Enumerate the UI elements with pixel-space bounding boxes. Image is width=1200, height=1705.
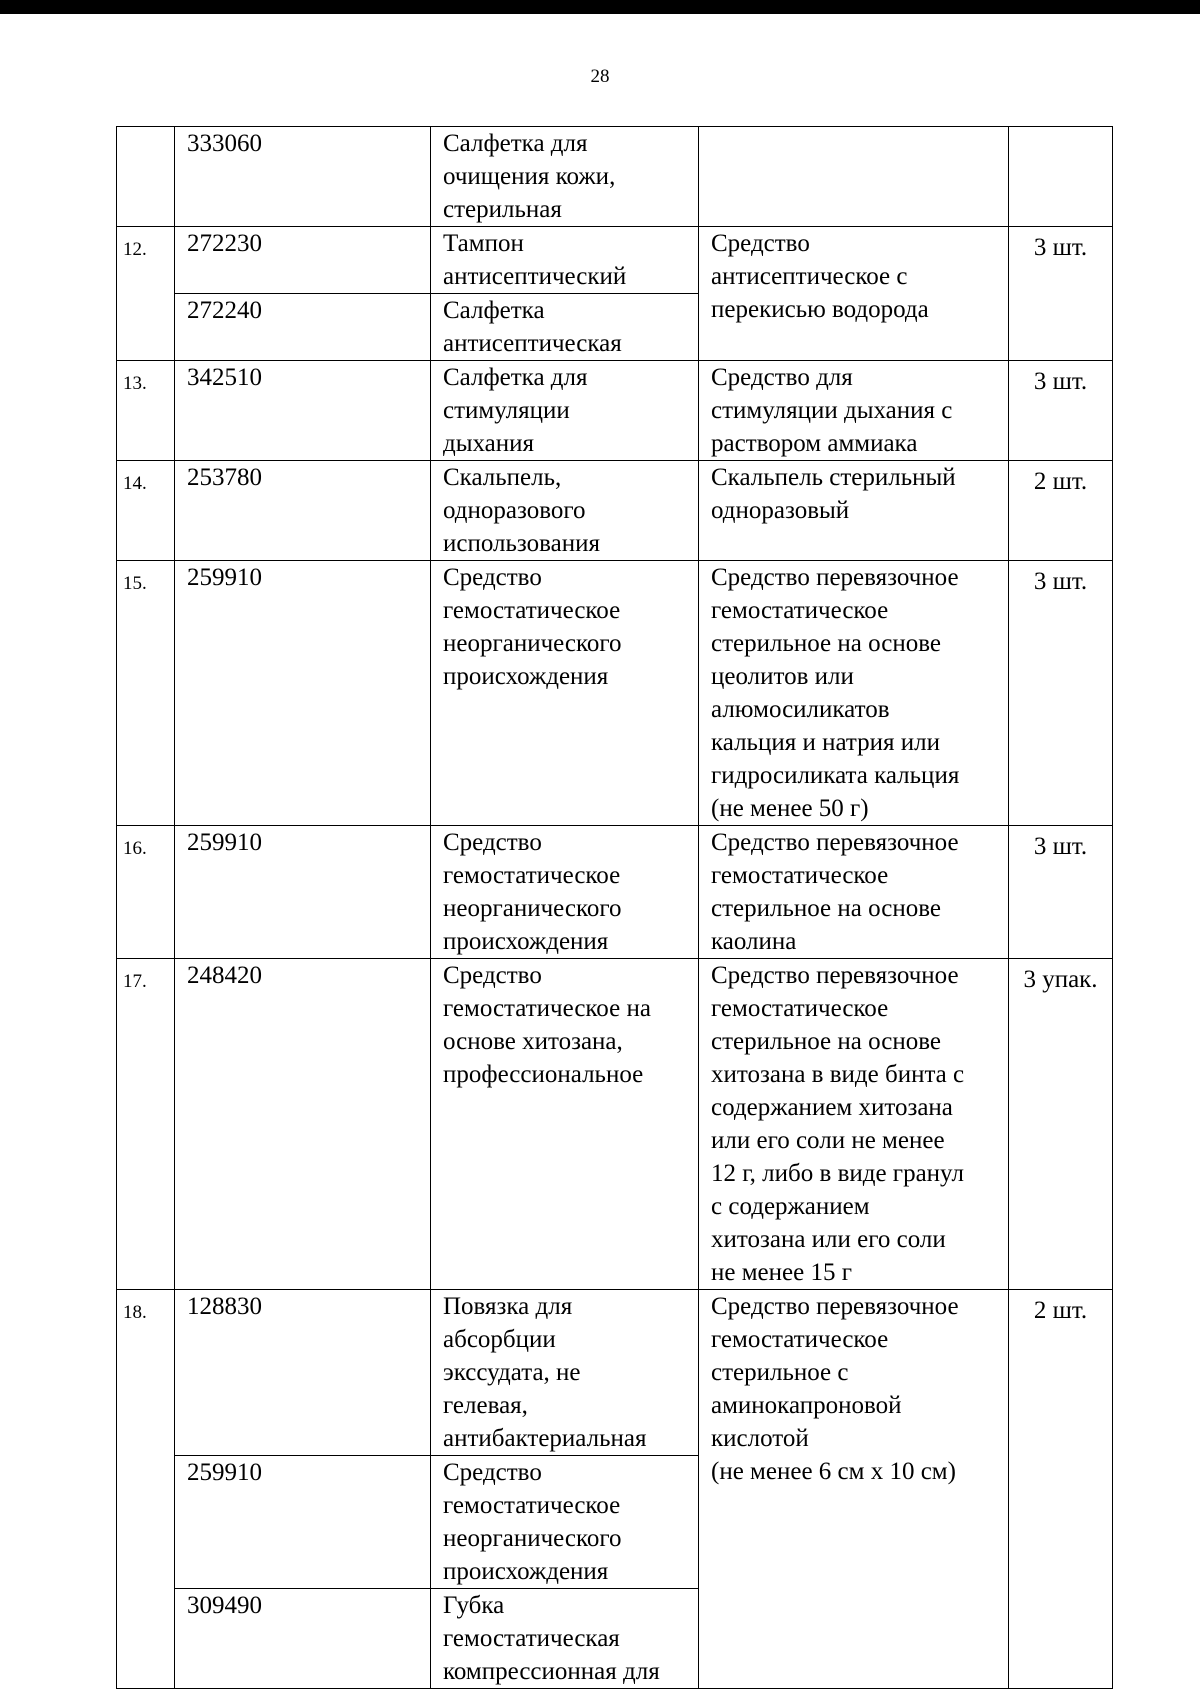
item-name: Средство гемостатическое неорганического происхождения	[431, 826, 699, 959]
table-row	[117, 826, 1113, 959]
table-row	[117, 561, 1113, 826]
item-description: Средство перевязочное гемостатическое стерильное на основе цеолитов или алюмосиликатов кальция и натрия или гидросиликата кальция (не менее 50 г)	[699, 561, 1009, 826]
item-name: Средство гемостатическое неорганического происхождения	[431, 1456, 699, 1589]
item-quantity: 3 шт.	[1009, 826, 1113, 959]
item-quantity: 3 шт.	[1009, 561, 1113, 826]
row-number: 13.	[117, 361, 175, 461]
table-row	[117, 227, 1113, 294]
row-number: 18.	[117, 1290, 175, 1689]
item-description: Средство антисептическое с перекисью водорода	[699, 227, 1009, 361]
equipment-table	[116, 126, 1113, 1689]
page-number: 28	[590, 66, 610, 87]
item-description: Средство для стимуляции дыхания с раствором аммиака	[699, 361, 1009, 461]
item-name: Повязка для абсорбции экссудата, не гелевая, антибактериальная	[431, 1290, 699, 1456]
item-description	[699, 127, 1009, 227]
table-row	[117, 959, 1113, 1290]
item-name: Скальпель, одноразового использования	[431, 461, 699, 561]
item-code: 128830	[175, 1290, 431, 1456]
item-description: Средство перевязочное гемостатическое стерильное с аминокапроновой кислотой (не менее 6 см х 10 см)	[699, 1290, 1009, 1689]
item-description: Средство перевязочное гемостатическое стерильное на основе каолина	[699, 826, 1009, 959]
item-code: 259910	[175, 561, 431, 826]
item-quantity	[1009, 127, 1113, 227]
item-code: 253780	[175, 461, 431, 561]
item-name: Губка гемостатическая компрессионная для	[431, 1589, 699, 1689]
item-name: Тампон антисептический	[431, 227, 699, 294]
row-number: 16.	[117, 826, 175, 959]
table-row	[117, 1290, 1113, 1456]
item-quantity: 2 шт.	[1009, 461, 1113, 561]
item-code: 333060	[175, 127, 431, 227]
row-number: 14.	[117, 461, 175, 561]
table-row	[117, 461, 1113, 561]
item-code: 259910	[175, 1456, 431, 1589]
item-code: 248420	[175, 959, 431, 1290]
item-name: Салфетка для стимуляции дыхания	[431, 361, 699, 461]
item-description: Средство перевязочное гемостатическое стерильное на основе хитозана в виде бинта с содержанием хитозана или его соли не менее 12 г, либо в виде гранул с содержанием хитозана или его соли не менее 15 г	[699, 959, 1009, 1290]
item-code: 259910	[175, 826, 431, 959]
item-code: 272230	[175, 227, 431, 294]
row-number: 12.	[117, 227, 175, 361]
item-name: Средство гемостатическое на основе хитозана, профессиональное	[431, 959, 699, 1290]
item-quantity: 2 шт.	[1009, 1290, 1113, 1689]
row-number: 15.	[117, 561, 175, 826]
row-number	[117, 127, 175, 227]
item-code: 309490	[175, 1589, 431, 1689]
scan-top-border	[0, 0, 1200, 14]
item-name: Средство гемостатическое неорганического происхождения	[431, 561, 699, 826]
row-number: 17.	[117, 959, 175, 1290]
item-code: 342510	[175, 361, 431, 461]
item-name: Салфетка антисептическая	[431, 294, 699, 361]
item-code: 272240	[175, 294, 431, 361]
item-description: Скальпель стерильный одноразовый	[699, 461, 1009, 561]
table-row	[117, 361, 1113, 461]
item-quantity: 3 шт.	[1009, 361, 1113, 461]
item-quantity: 3 упак.	[1009, 959, 1113, 1290]
table-row	[117, 127, 1113, 227]
item-quantity: 3 шт.	[1009, 227, 1113, 361]
item-name: Салфетка для очищения кожи, стерильная	[431, 127, 699, 227]
